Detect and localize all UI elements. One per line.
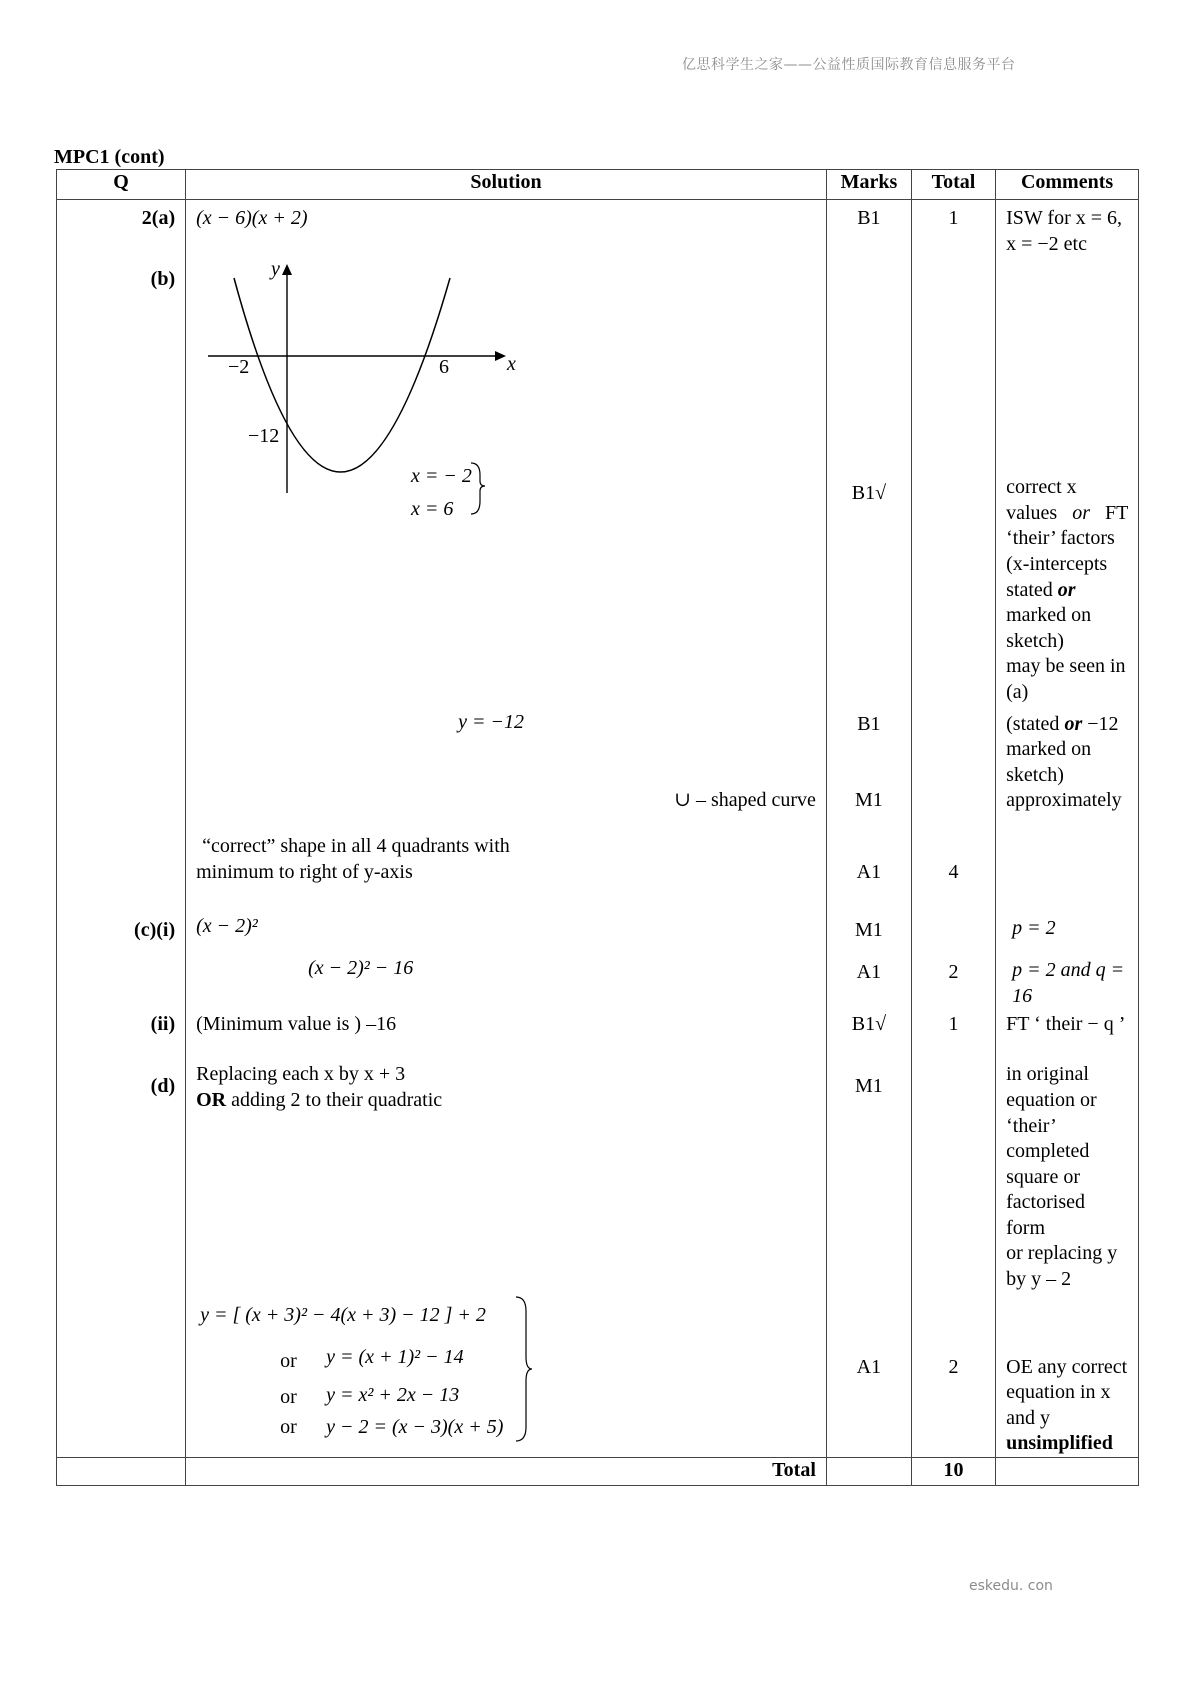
q-label: 2(a)	[57, 200, 186, 258]
mark-cell: B1	[826, 706, 911, 789]
watermark-text: 亿思科学生之家——公益性质国际教育信息服务平台	[682, 57, 1016, 73]
table-row	[57, 912, 1139, 954]
q-label: (ii)	[57, 1012, 186, 1062]
comment-line: correct x values or FT ‘their’ factors	[1006, 476, 1128, 550]
comment-cell: ISW for x = 6, x = −2 etc	[996, 200, 1139, 258]
table-row	[57, 1293, 1139, 1458]
comment-cell	[996, 257, 1139, 705]
root-right-label: 6	[439, 356, 450, 379]
roots-brace	[471, 463, 485, 514]
solution-cell: ∪ – shaped curve	[186, 788, 827, 834]
solution-cell: (Minimum value is ) –16	[186, 1012, 827, 1062]
total-value: 10	[911, 1458, 995, 1486]
total-cell: 2	[911, 1293, 995, 1458]
total-cell: 1	[911, 200, 995, 258]
total-row	[57, 1458, 1139, 1486]
equations-cell	[186, 1293, 827, 1458]
header-q: Q	[57, 170, 186, 200]
equation-1: y = [ (x + 3)² − 4(x + 3) − 12 ] + 2	[200, 1303, 486, 1326]
mark-cell: M1	[826, 912, 911, 954]
equations-brace	[514, 1295, 534, 1445]
table-row	[57, 834, 1139, 912]
comment-line: (x-intercepts stated or marked on sketch)	[1006, 552, 1108, 652]
footer-text: eskedu. con	[969, 1578, 1053, 1594]
total-cell: 1	[911, 1012, 995, 1062]
mark-scheme-table	[56, 169, 1139, 1486]
mark-cell: M1	[826, 1062, 911, 1292]
x-axis-arrow	[495, 351, 506, 361]
total-cell	[911, 257, 995, 705]
equation-4: y − 2 = (x − 3)(x + 5)	[326, 1415, 504, 1438]
table-row	[57, 788, 1139, 834]
mark-cell: B1	[826, 200, 911, 258]
root-eq-1: x = − 2	[411, 465, 472, 488]
mark-cell: B1√	[826, 257, 911, 705]
table-row	[57, 706, 1139, 789]
solution-cell: “correct” shape in all 4 quadrants with minimum to right of y-axis	[186, 834, 827, 912]
comment-cell: p = 2 and q = 16	[996, 954, 1139, 1012]
table-row	[57, 200, 1139, 258]
sketch-cell	[186, 257, 827, 705]
comment-cell: approximately	[996, 788, 1139, 834]
mark-cell: B1√	[826, 1012, 911, 1062]
q-label: (d)	[57, 1062, 186, 1292]
table-row	[57, 257, 1139, 705]
header-row	[57, 170, 1139, 200]
comment-cell: FT ‘ their − q ’	[996, 1012, 1139, 1062]
y-axis-arrow	[282, 264, 292, 275]
total-cell: 2	[911, 954, 995, 1012]
y-axis-label: y	[271, 258, 280, 281]
total-label: Total	[186, 1458, 827, 1486]
comment-line: may be seen in (a)	[1006, 655, 1126, 703]
solution-cell: (x − 2)² − 16	[186, 954, 827, 1012]
solution-cell: y = −12	[186, 706, 827, 789]
header-total: Total	[911, 170, 995, 200]
equation-2: y = (x + 1)² − 14	[326, 1345, 464, 1368]
table-row	[57, 1062, 1139, 1292]
or-label: or	[280, 1349, 297, 1372]
root-left-label: −2	[228, 356, 250, 379]
table-row	[57, 954, 1139, 1012]
q-label: (c)(i)	[57, 912, 186, 954]
page-title: MPC1 (cont)	[54, 146, 165, 168]
or-label: or	[280, 1385, 297, 1408]
header-solution: Solution	[186, 170, 827, 200]
comment-cell: OE any correct equation in x and y unsimplified	[996, 1293, 1139, 1458]
mark-cell: M1	[826, 788, 911, 834]
mark-cell: A1	[826, 1293, 911, 1458]
solution-cell: Replacing each x by x + 3 OR adding 2 to their quadratic	[186, 1062, 827, 1292]
equation-3: y = x² + 2x − 13	[326, 1383, 460, 1406]
root-eq-2: x = 6	[411, 498, 454, 521]
total-cell: 4	[911, 834, 995, 912]
header-comments: Comments	[996, 170, 1139, 200]
solution-cell: (x − 6)(x + 2)	[186, 200, 827, 258]
comment-cell: in original equation or ‘their’ completed square or factorised form or replacing y by y – 2	[996, 1062, 1139, 1292]
parabola-sketch	[186, 257, 565, 547]
comment-cell: p = 2	[996, 912, 1139, 954]
header-marks: Marks	[826, 170, 911, 200]
mark-cell: A1	[826, 954, 911, 1012]
mark-cell: A1	[826, 834, 911, 912]
or-label: or	[280, 1415, 297, 1438]
comment-cell: (stated or −12 marked on sketch)	[996, 706, 1139, 789]
table-row	[57, 1012, 1139, 1062]
solution-cell: (x − 2)²	[186, 912, 827, 954]
x-axis-label: x	[507, 353, 516, 376]
y-intercept-label: −12	[248, 425, 280, 448]
q-label: (b)	[57, 257, 186, 705]
